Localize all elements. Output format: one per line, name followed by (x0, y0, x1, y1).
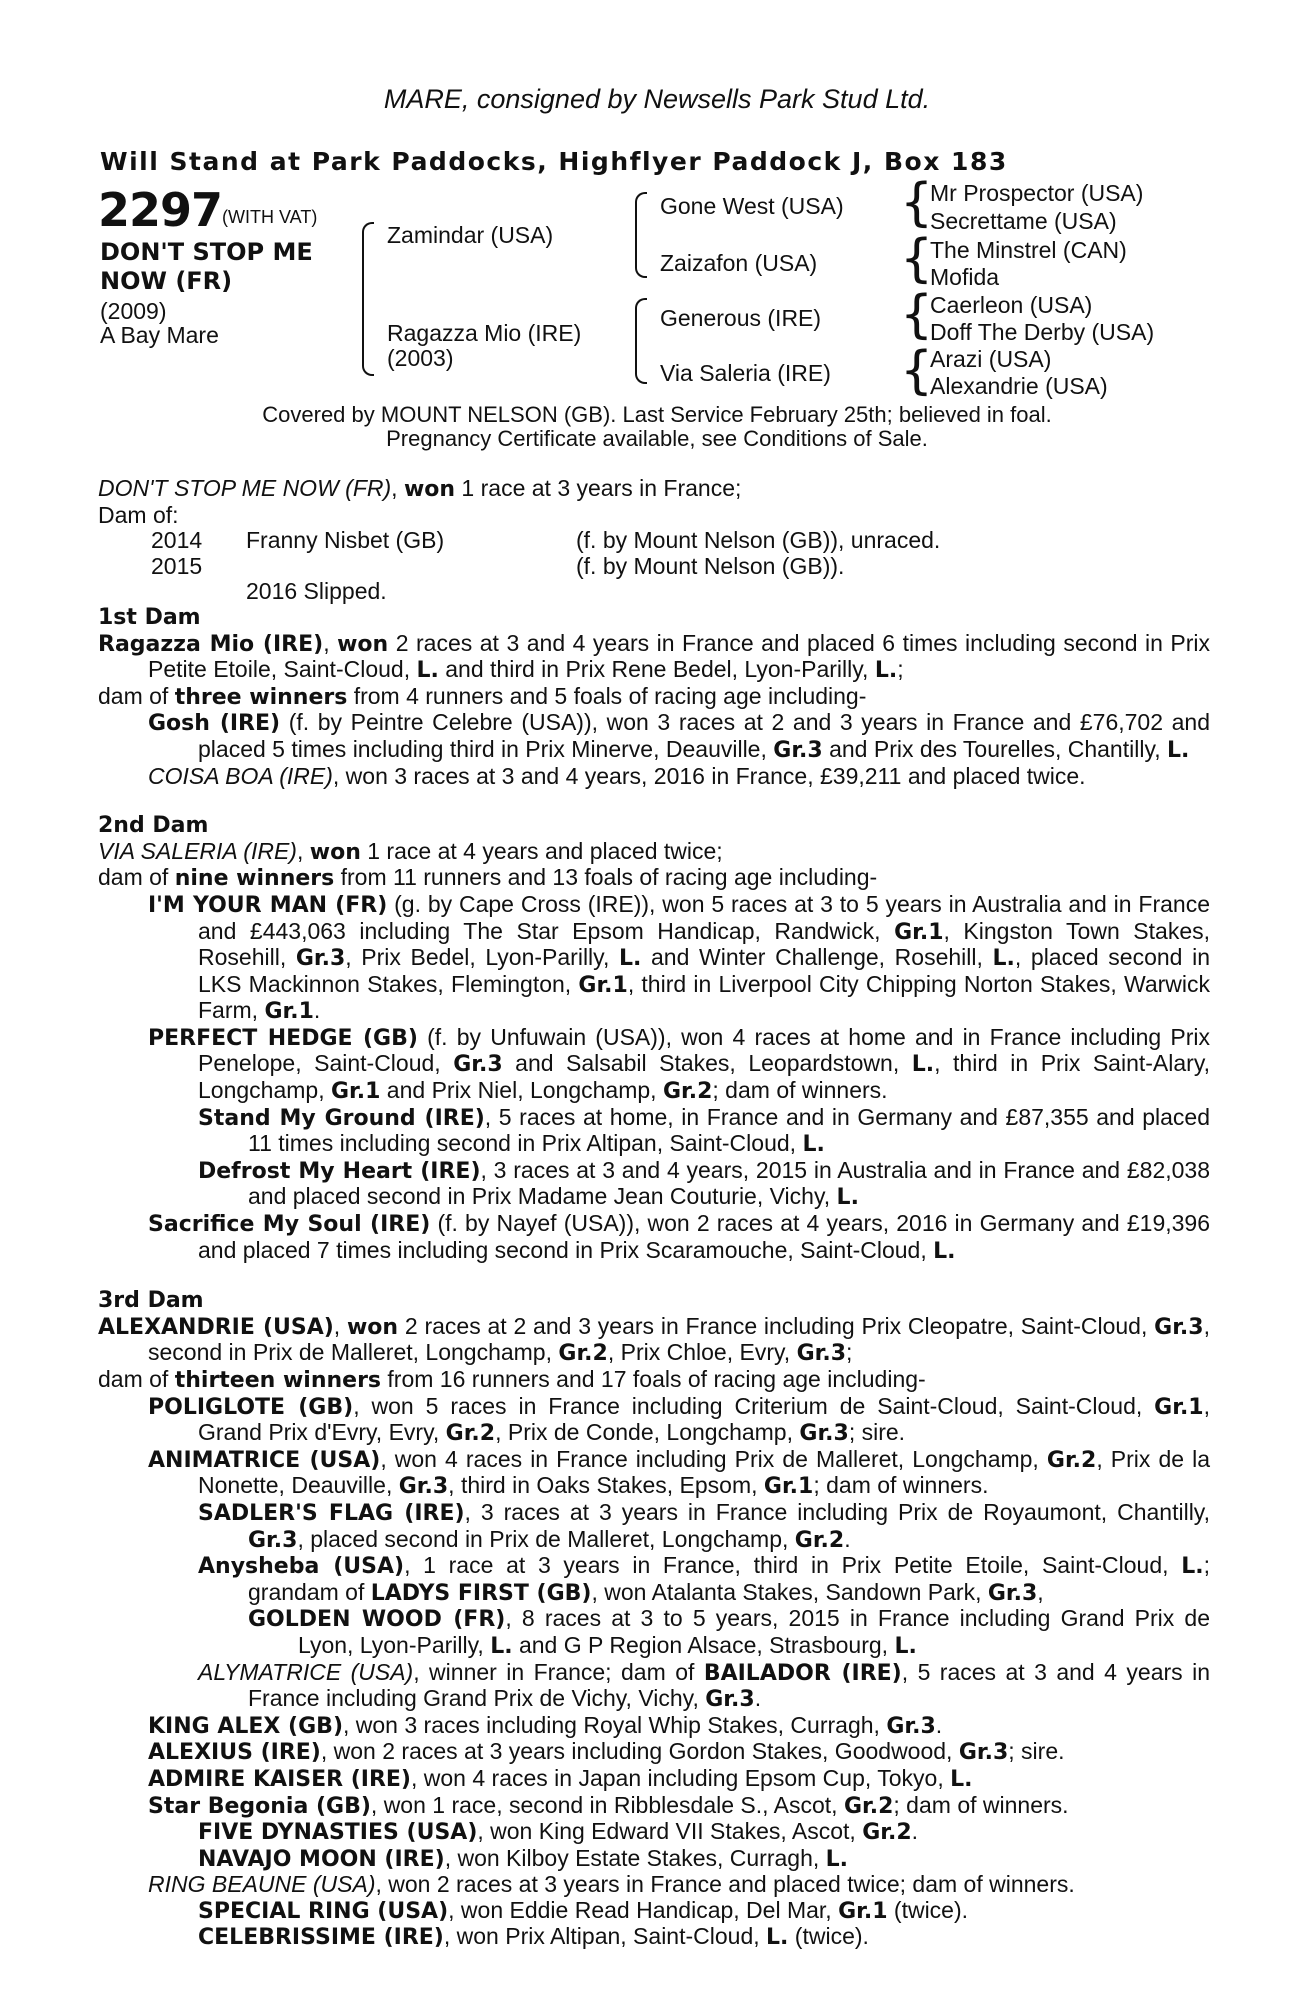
offspring-year: 2014 (151, 527, 203, 554)
third-dam-greatgrandfoal: GOLDEN WOOD (FR), 8 races at 3 to 5 years, 2015 in France including Grand Prix de Lyon, Lyon-Parilly, L. and G P Region Alsace, Strasbourg, L. (248, 1605, 1210, 1659)
third-dam-foal: Star Begonia (GB), won 1 race, second in Ribblesdale S., Ascot, Gr.2; dam of winners. (148, 1791, 1069, 1819)
pedigree-g5: Caerleon (USA) (930, 292, 1093, 318)
second-dam-foal: I'M YOUR MAN (FR) (g. by Cape Cross (IRE)), won 5 races at 3 to 5 years in Australia and in France and £443,063 including The Star Epsom Handicap, Randwick, Gr.1, Kingston Town Stakes, Rosehill, Gr.3, Prix Bedel, Lyon-Parilly, L. and Winter Challenge, Rosehill, L., placed second in LKS Mackinnon Stakes, Flemington, Gr.1, third in Liverpool City Chipping Norton Stakes, Warwick Farm, Gr.1. (148, 890, 1210, 1025)
third-dam-foal: KING ALEX (GB), won 3 races including Royal Whip Stakes, Curragh, Gr.3. (148, 1711, 943, 1739)
second-dam-grandfoal: Defrost My Heart (IRE), 3 races at 3 and 4 years, 2015 in Australia and in France and £82,038 and placed second in Prix Madame Jean Couturie, Vichy, L. (198, 1156, 1210, 1211)
pedigree-g2: Secrettame (USA) (930, 208, 1117, 234)
pedigree-dam-line2: (2003) (387, 345, 454, 371)
third-dam-foal: ALEXIUS (IRE), won 2 races at 3 years including Gordon Stakes, Goodwood, Gr.3; sire. (148, 1738, 1065, 1766)
offspring-row (98, 554, 1210, 580)
pedigree-g8: Alexandrie (USA) (930, 373, 1108, 399)
horse-name-line1: DON'T STOP ME (100, 238, 313, 266)
third-dam-foal: ADMIRE KAISER (IRE), won 4 races in Japan including Epsom Cup, Tokyo, L. (148, 1764, 973, 1792)
pregnancy-note: Pregnancy Certificate available, see Conditions of Sale. (386, 426, 928, 451)
mare-name: DON'T STOP ME NOW (FR) (98, 475, 392, 501)
horse-name-line2: NOW (FR) (100, 267, 233, 295)
mare-won: won (403, 477, 456, 502)
pedigree-g6: Doff The Derby (USA) (930, 319, 1155, 345)
third-dam-grandfoal: ALYMATRICE (USA), winner in France; dam of BAILADOR (IRE), 5 races at 3 and 4 years in France including Grand Prix de Vichy, Vichy, Gr.3. (198, 1658, 1210, 1713)
vat-note: (WITH VAT) (222, 207, 318, 227)
third-dam-grandfoal: Anysheba (USA), 1 race at 3 years in France, third in Prix Petite Etoile, Saint-Cloud, L.; grandam of LADYS FIRST (GB), won Atalanta Stakes, Sandown Park, Gr.3, (198, 1552, 1210, 1606)
offspring-year: 2015 (151, 552, 203, 579)
first-dam-foal: COISA BOA (IRE), won 3 races at 3 and 4 years, 2016 in France, £39,211 and placed twice. (148, 762, 1086, 789)
third-dam-grandfoal: NAVAJO MOON (IRE), won Kilboy Estate Stakes, Curragh, L. (198, 1844, 849, 1872)
produce-record (98, 476, 1210, 1951)
third-dam-foal: ANIMATRICE (USA), won 4 races in France including Prix de Malleret, Longchamp, Gr.2, Prix de la Nonette, Deauville, Gr.3, third in Oaks Stakes, Epsom, Gr.1; dam of winners. (148, 1445, 1211, 1500)
offspring-name: Franny Nisbet (GB) (246, 527, 445, 554)
covered-note: Covered by MOUNT NELSON (GB). Last Service February 25th; believed in foal. (262, 402, 1052, 427)
horse-year: (2009) (100, 298, 167, 324)
third-dam-foal: POLIGLOTE (GB), won 5 races in France including Criterium de Saint-Cloud, Saint-Cloud, Gr.1, Grand Prix d'Evry, Evry, Gr.2, Prix de Conde, Longchamp, Gr.3; sire. (148, 1392, 1210, 1447)
third-dam-foal: RING BEAUNE (USA), won 2 races at 3 years in France and placed twice; dam of winners. (148, 1871, 1075, 1898)
second-dam-entry: VIA SALERIA (IRE), won 1 race at 4 years and placed twice; (98, 837, 723, 865)
mare-summary: DON'T STOP ME NOW (FR), won 1 race at 3 years in France; (98, 475, 742, 502)
pedigree-dam-line1: Ragazza Mio (IRE) (387, 320, 582, 346)
stand-location: Will Stand at Park Paddocks, Highflyer Paddock J, Box 183 (100, 147, 1008, 176)
pedigree-bracket-dam (635, 298, 647, 384)
mare-text: 1 race at 3 years in France; (455, 475, 742, 501)
offspring-name: 2016 Slipped. (246, 578, 387, 605)
second-dam-heading: 2nd Dam (98, 813, 209, 839)
second-dam-foal: Sacrifice My Soul (IRE) (f. by Nayef (USA)), won 2 races at 4 years, 2016 in Germany and £19,396 and placed 7 times including second in Prix Scaramouche, Saint-Cloud, L. (148, 1210, 1211, 1264)
second-dam-summary: dam of nine winners from 11 runners and 13 foals of racing age including- (98, 864, 878, 892)
dam-of-label: Dam of: (98, 501, 179, 528)
third-dam-summary: dam of thirteen winners from 16 runners and 17 foals of racing age including- (98, 1366, 926, 1393)
pedigree-g4: Mofida (930, 264, 1000, 290)
offspring-row (98, 579, 1210, 605)
third-dam-grandfoal: CELEBRISSIME (IRE), won Prix Altipan, Saint-Cloud, L. (twice). (198, 1923, 869, 1951)
first-dam-entry: Ragazza Mio (IRE), won 2 races at 3 and 4 years in France and placed 6 times including second in Prix Petite Etoile, Saint-Cloud, L. and third in Prix Rene Bedel, Lyon-Parilly, L.; (98, 629, 1211, 684)
first-dam-summary: dam of three winners from 4 runners and 5 foals of racing age including- (98, 682, 867, 710)
pedigree-sire: Zamindar (USA) (387, 222, 554, 248)
horse-description: A Bay Mare (100, 322, 219, 348)
pedigree-sire-sire: Gone West (USA) (660, 193, 844, 219)
lot-number: 2297 (98, 183, 223, 237)
first-dam-foal: Gosh (IRE) (f. by Peintre Celebre (USA)), won 3 races at 2 and 3 years in France and £76,702 and placed 5 times including third in Prix Minerve, Deauville, Gr.3 and Prix des Tourelles, Chantilly, L. (148, 709, 1211, 763)
third-dam-grandfoal: SADLER'S FLAG (IRE), 3 races at 3 years in France including Prix de Royaumont, Chantilly, Gr.3, placed second in Prix de Malleret, Longchamp, Gr.2. (198, 1498, 1210, 1553)
third-dam-grandfoal: FIVE DYNASTIES (USA), won King Edward VII Stakes, Ascot, Gr.2. (198, 1818, 919, 1846)
third-dam-entry: ALEXANDRIE (USA), won 2 races at 2 and 3 years in France including Prix Cleopatre, Saint-Cloud, Gr.3, second in Prix de Malleret, Longchamp, Gr.2, Prix Chloe, Evry, Gr.3; (98, 1312, 1210, 1367)
pedigree-g7: Arazi (USA) (930, 346, 1052, 372)
pedigree-dam-dam: Via Saleria (IRE) (660, 360, 831, 386)
offspring-detail: (f. by Mount Nelson (GB)), unraced. (576, 527, 941, 554)
offspring-row (98, 528, 1210, 554)
offspring-name (246, 554, 576, 580)
horse-name (100, 238, 313, 296)
pedigree-dam-sire: Generous (IRE) (660, 305, 822, 331)
consignor-line: MARE, consigned by Newsells Park Stud Ltd. (383, 84, 931, 114)
pedigree-brace-4: { (900, 341, 934, 401)
pedigree-g3: The Minstrel (CAN) (930, 237, 1127, 263)
second-dam-foal: PERFECT HEDGE (GB) (f. by Unfuwain (USA)), won 4 races at home and in France including Prix Penelope, Saint-Cloud, Gr.3 and Salsabil Stakes, Leopardstown, L., third in Prix Saint-Alary, Longchamp, Gr.1 and Prix Niel, Longchamp, Gr.2; dam of winners. (148, 1023, 1211, 1105)
pedigree-brace-3: { (900, 285, 934, 345)
first-dam-heading: 1st Dam (98, 604, 201, 630)
pedigree-g1: Mr Prospector (USA) (930, 180, 1144, 206)
offspring-detail: (f. by Mount Nelson (GB)). (576, 552, 845, 579)
third-dam-grandfoal: SPECIAL RING (USA), won Eddie Read Handicap, Del Mar, Gr.1 (twice). (198, 1896, 969, 1924)
third-dam-heading: 3rd Dam (98, 1288, 204, 1314)
pedigree-bracket-main (362, 222, 374, 376)
pedigree-brace-1: { (900, 173, 934, 233)
pedigree-bracket-sire (635, 192, 647, 278)
pedigree-brace-2: { (900, 229, 934, 289)
second-dam-grandfoal: Stand My Ground (IRE), 5 races at home, in France and in Germany and £87,355 and placed 11 times including second in Prix Altipan, Saint-Cloud, L. (198, 1103, 1211, 1158)
pedigree-sire-dam: Zaizafon (USA) (660, 250, 818, 276)
